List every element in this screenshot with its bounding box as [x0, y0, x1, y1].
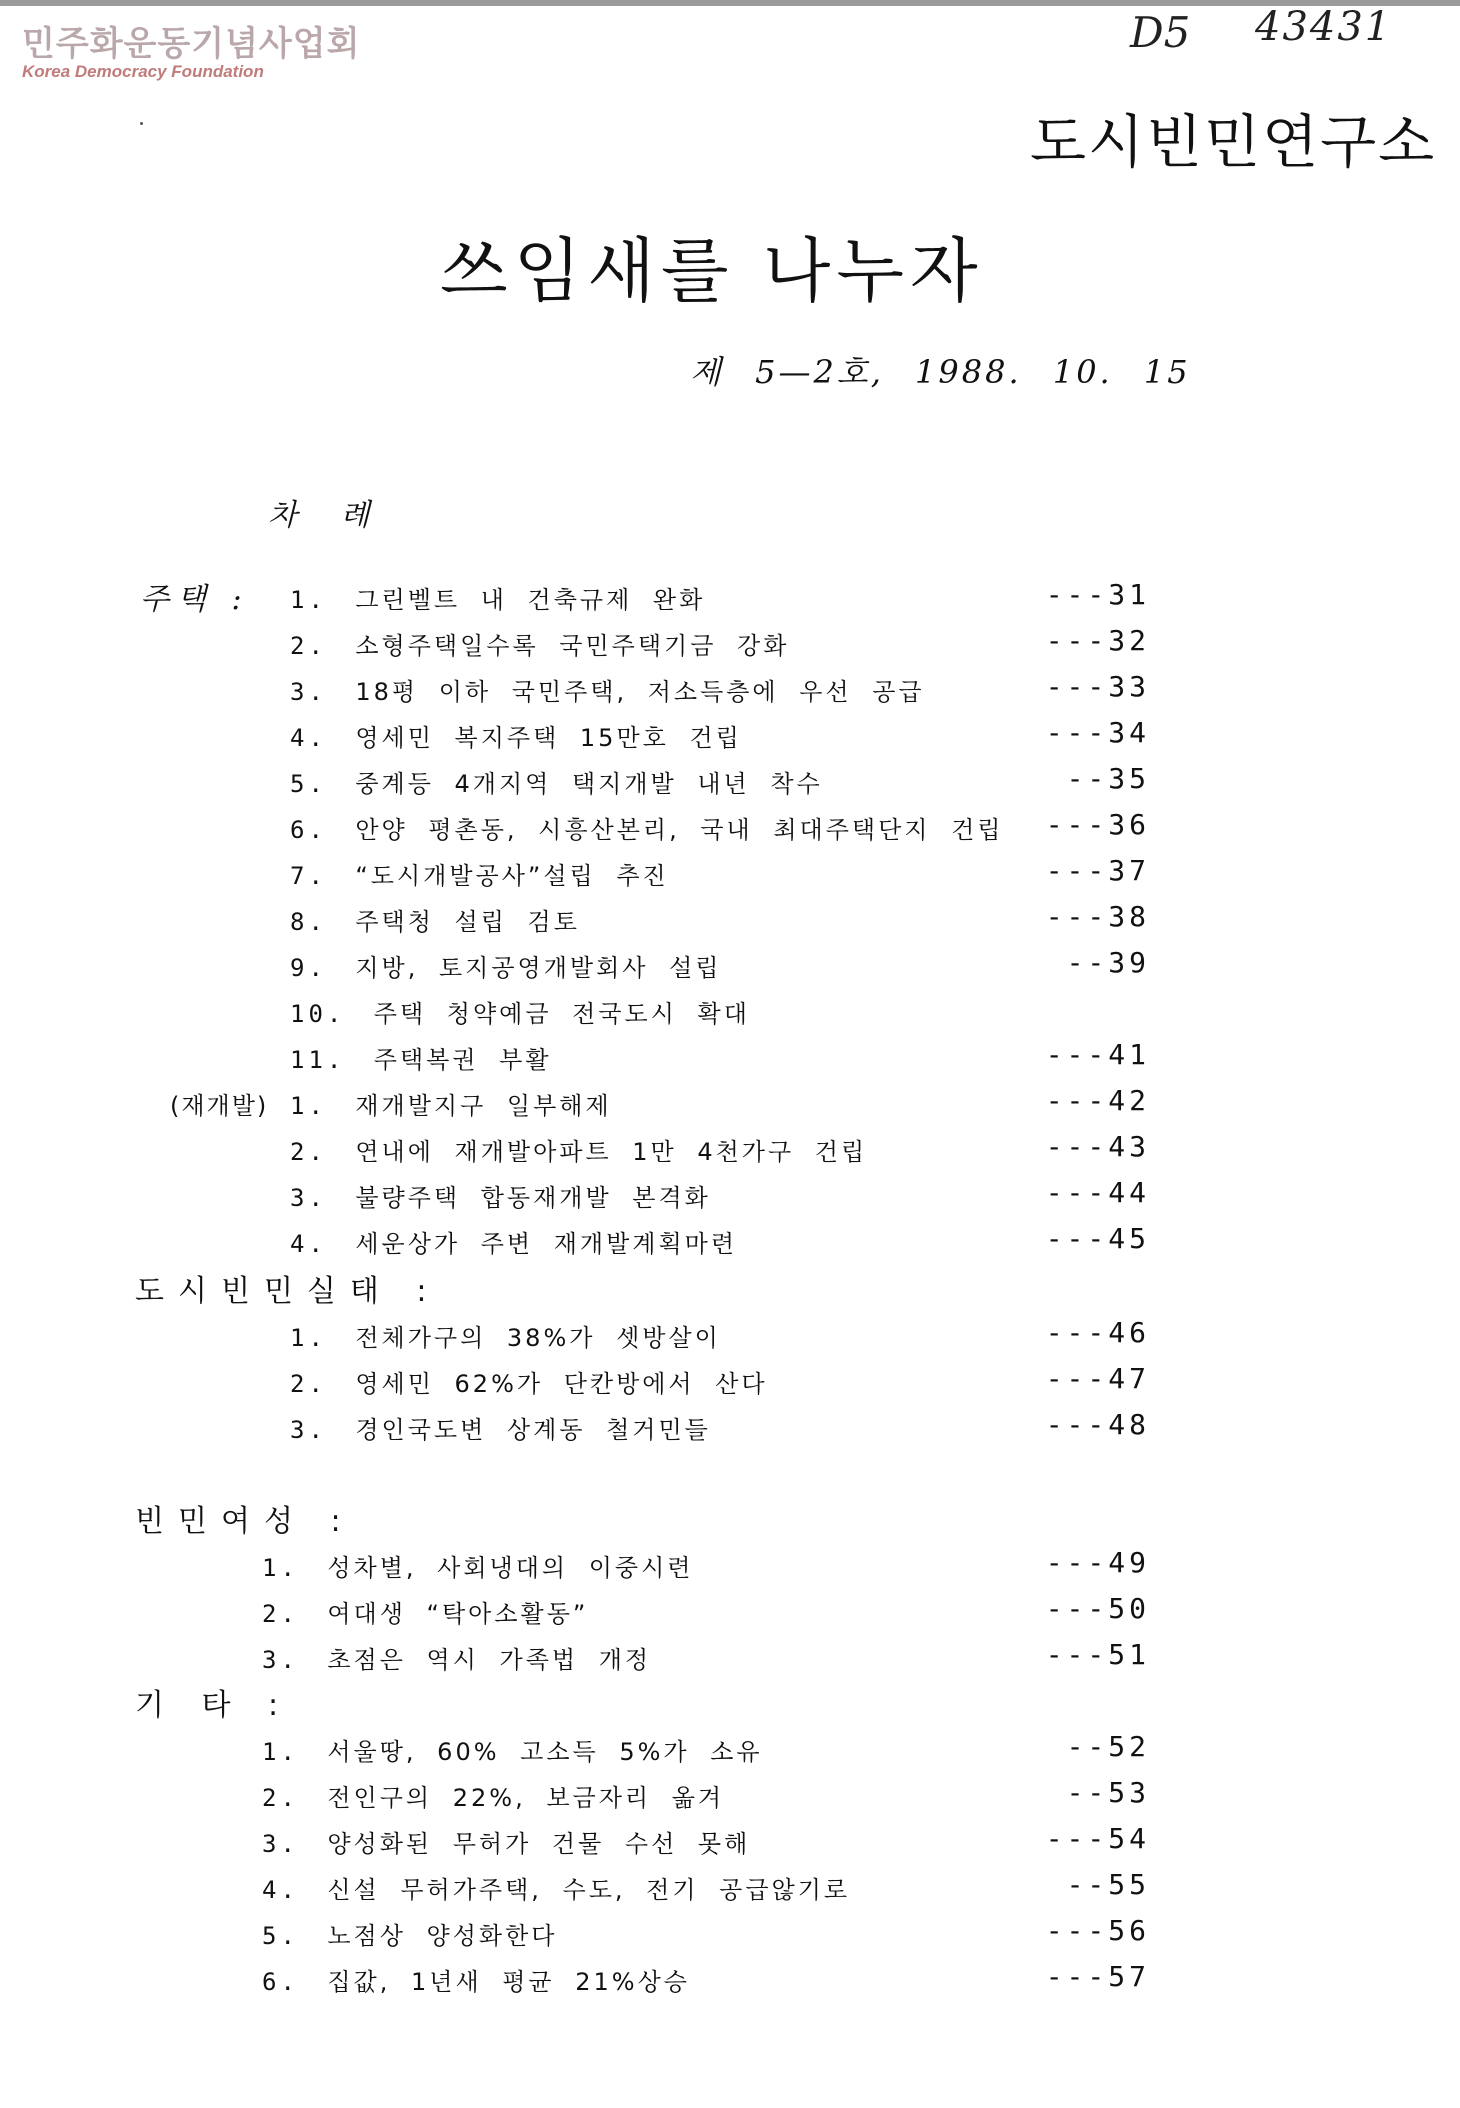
toc-entry — [262, 1870, 850, 1905]
toc-section-label: 도시빈민실태 : — [135, 1274, 441, 1309]
toc-entry-number: 4. — [262, 1876, 328, 1904]
toc-entry-text: 지방, 토지공영개발회사 설립 — [355, 954, 722, 982]
toc-entry-text: 영세민 복지주택 15만호 건립 — [355, 724, 742, 752]
toc-entry — [262, 1548, 693, 1583]
toc-entry — [262, 1778, 724, 1813]
toc-entry — [290, 1040, 552, 1075]
toc-entry-number: 3. — [290, 678, 356, 706]
toc-entry-number: 3. — [290, 1416, 356, 1444]
toc-subsection-label: (재개발) — [170, 1092, 269, 1120]
toc-entry-number: 2. — [290, 1138, 356, 1166]
toc-entry-page: --35 — [1066, 762, 1150, 795]
toc-entry-text: 초점은 역시 가족법 개정 — [327, 1646, 652, 1674]
toc-entry-number: 3. — [262, 1830, 328, 1858]
toc-entry-number: 7. — [290, 862, 356, 890]
toc-entry-text: “도시개발공사”설립 추진 — [355, 862, 669, 890]
toc-entry-page: ---37 — [1045, 854, 1150, 887]
toc-entry-page: ---44 — [1045, 1176, 1150, 1209]
scan-border — [0, 0, 1460, 6]
toc-entry-page: ---57 — [1045, 1960, 1150, 1993]
toc-entry — [290, 1364, 768, 1399]
toc-entry-text: 영세민 62%가 단칸방에서 산다 — [355, 1370, 768, 1398]
toc-entry-number: 4. — [290, 724, 356, 752]
toc-entry-number: 1. — [290, 586, 356, 614]
toc-entry-page: ---48 — [1045, 1408, 1150, 1441]
toc-entry-text: 그린벨트 내 건축규제 완화 — [355, 586, 706, 614]
toc-entry-text: 세운상가 주변 재개발계획마련 — [355, 1230, 738, 1258]
toc-entry — [262, 1594, 588, 1629]
toc-entry — [262, 1824, 750, 1859]
toc-entry-page: ---45 — [1045, 1222, 1150, 1255]
toc-entry-text: 재개발지구 일부해제 — [355, 1092, 612, 1120]
handwritten-code: D5 — [1130, 8, 1191, 57]
toc-entry-page: --55 — [1066, 1868, 1150, 1901]
toc-entry-text: 양성화된 무허가 건물 수선 못해 — [327, 1830, 751, 1858]
toc-entry-number: 2. — [290, 632, 356, 660]
toc-entry-text: 중계등 4개지역 택지개발 내년 착수 — [355, 770, 823, 798]
toc-entry — [262, 1916, 557, 1951]
toc-entry-page: --53 — [1066, 1776, 1150, 1809]
toc-entry-number: 5. — [262, 1922, 328, 1950]
toc-entry-text: 주택 청약예금 전국도시 확대 — [373, 1000, 750, 1028]
toc-entry-page: ---47 — [1045, 1362, 1150, 1395]
toc-entry-text: 신설 무허가주택, 수도, 전기 공급않기로 — [327, 1876, 851, 1904]
toc-entry-text: 불량주택 합동재개발 본격화 — [355, 1184, 711, 1212]
toc-entry-page: --52 — [1066, 1730, 1150, 1763]
toc-entry-page: ---56 — [1045, 1914, 1150, 1947]
toc-entry-page: ---51 — [1045, 1638, 1150, 1671]
toc-section-label: 주택 : — [140, 582, 250, 617]
toc-entry-number: 8. — [290, 908, 356, 936]
scan-speck — [140, 122, 143, 125]
toc-entry — [262, 1962, 690, 1997]
toc-entry-number: 2. — [290, 1370, 356, 1398]
toc-entry — [262, 1732, 763, 1767]
toc-entry-number: 2. — [262, 1784, 328, 1812]
watermark-logo-english: Korea Democracy Foundation — [22, 62, 264, 81]
toc-entry-text: 노점상 양성화한다 — [327, 1922, 558, 1950]
toc-heading: 차 례 — [268, 498, 370, 533]
toc-entry — [290, 948, 721, 983]
toc-entry — [290, 1318, 721, 1353]
toc-entry-number: 6. — [262, 1968, 328, 1996]
institute-name: 도시빈민연구소 — [1030, 108, 1437, 176]
toc-entry — [290, 764, 823, 799]
toc-entry-page: ---34 — [1045, 716, 1150, 749]
toc-entry — [290, 1224, 737, 1259]
toc-entry-number: 1. — [262, 1554, 328, 1582]
toc-entry-text: 안양 평촌동, 시흥산본리, 국내 최대주택단지 건립 — [355, 816, 1004, 844]
toc-entry — [290, 994, 750, 1029]
toc-entry-number: 1. — [262, 1738, 328, 1766]
toc-entry-number: 5. — [290, 770, 356, 798]
toc-entry-page: ---36 — [1045, 808, 1150, 841]
toc-entry — [290, 1086, 612, 1121]
toc-entry — [290, 1178, 711, 1213]
toc-entry-page: ---41 — [1045, 1038, 1150, 1071]
toc-entry-page: ---43 — [1045, 1130, 1150, 1163]
toc-entry-number: 10. — [290, 1000, 374, 1028]
toc-entry-page: ---38 — [1045, 900, 1150, 933]
toc-entry-text: 전인구의 22%, 보금자리 옮겨 — [327, 1784, 725, 1812]
toc-entry — [290, 672, 925, 707]
toc-entry — [290, 1410, 711, 1445]
toc-entry-number: 2. — [262, 1600, 328, 1628]
toc-entry — [290, 1132, 867, 1167]
toc-entry-text: 18평 이하 국민주택, 저소득층에 우선 공급 — [355, 678, 925, 706]
toc-entry-number: 4. — [290, 1230, 356, 1258]
toc-entry-page: ---50 — [1045, 1592, 1150, 1625]
toc-entry-number: 9. — [290, 954, 356, 982]
toc-entry-number: 6. — [290, 816, 356, 844]
toc-entry — [290, 718, 742, 753]
toc-section-label: 기 타 : — [135, 1688, 293, 1723]
toc-entry-page: ---54 — [1045, 1822, 1150, 1855]
toc-entry-page: ---32 — [1045, 624, 1150, 657]
toc-entry — [262, 1640, 651, 1675]
toc-section-label: 빈민여성 : — [135, 1504, 355, 1539]
toc-entry — [290, 810, 1003, 845]
toc-entry-text: 주택청 설립 검토 — [355, 908, 580, 936]
toc-entry-number: 1. — [290, 1092, 356, 1120]
toc-entry-text: 주택복권 부활 — [373, 1046, 552, 1074]
toc-entry-page: ---49 — [1045, 1546, 1150, 1579]
issue-line: 제 5—2호, 1988. 10. 15 — [690, 353, 1191, 391]
toc-entry-text: 여대생 “탁아소활동” — [327, 1600, 589, 1628]
toc-entry-number: 3. — [290, 1184, 356, 1212]
toc-entry — [290, 856, 669, 891]
toc-entry — [290, 626, 789, 661]
toc-entry-page: ---42 — [1045, 1084, 1150, 1117]
handwritten-number: 43431 — [1255, 4, 1393, 50]
toc-entry-text: 성차별, 사회냉대의 이중시련 — [327, 1554, 694, 1582]
toc-entry-text: 전체가구의 38%가 셋방살이 — [355, 1324, 721, 1352]
toc-entry — [290, 902, 580, 937]
toc-entry-text: 집값, 1년새 평균 21%상승 — [327, 1968, 690, 1996]
toc-entry-page: ---33 — [1045, 670, 1150, 703]
document-title: 쓰임새를 나누자 — [440, 230, 984, 312]
toc-entry-number: 11. — [290, 1046, 374, 1074]
toc-entry-page: --39 — [1066, 946, 1150, 979]
toc-entry-number: 3. — [262, 1646, 328, 1674]
toc-entry-number: 1. — [290, 1324, 356, 1352]
toc-entry-text: 연내에 재개발아파트 1만 4천가구 건립 — [355, 1138, 868, 1166]
toc-entry-page: ---31 — [1045, 578, 1150, 611]
toc-entry-text: 경인국도변 상계동 철거민들 — [355, 1416, 711, 1444]
toc-entry-text: 소형주택일수록 국민주택기금 강화 — [355, 632, 790, 660]
toc-entry-text: 서울땅, 60% 고소득 5%가 소유 — [327, 1738, 763, 1766]
toc-entry — [290, 580, 705, 615]
toc-entry-page: ---46 — [1045, 1316, 1150, 1349]
watermark-logo-korean: 민주화운동기념사업회 — [22, 24, 361, 64]
